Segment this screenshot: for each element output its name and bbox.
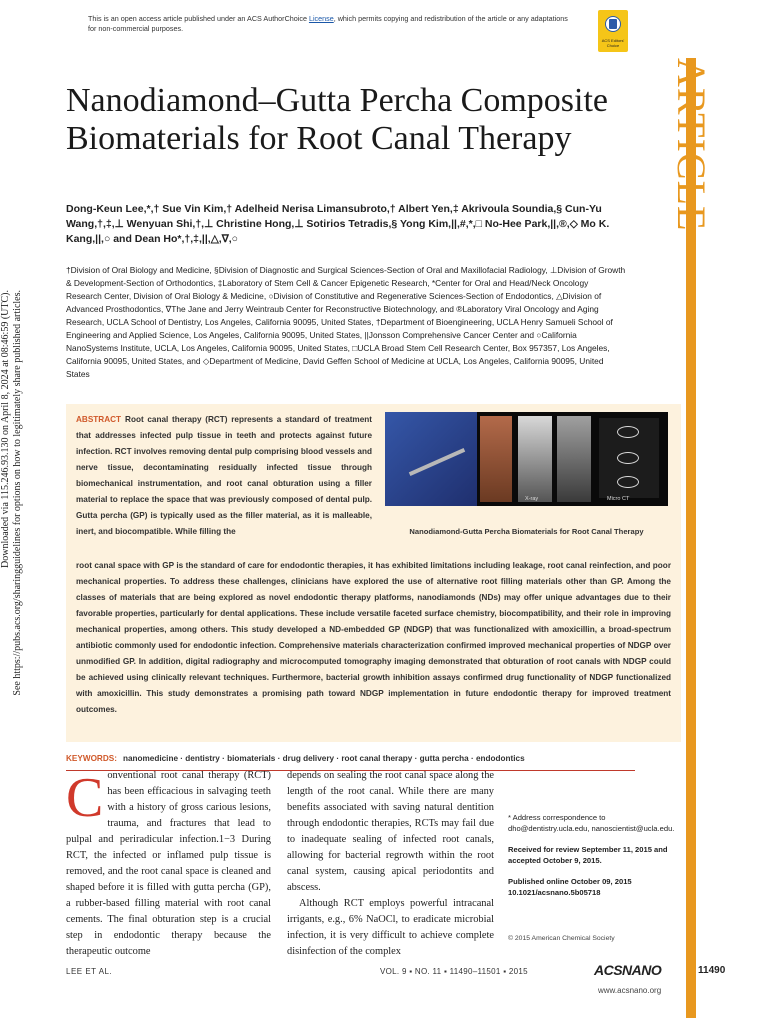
body-paragraph: Although RCT employs powerful intracanal irrigants, e.g., 6% NaOCl, to eradicate microbial infection, it is very difficult to achieve complete disinfection of the complex xyxy=(287,898,494,957)
open-access-notice xyxy=(88,14,568,34)
body-paragraph: depends on sealing the root canal space along the length of the root canal. While there are many benefits associated with saving natural dentition through endodontic therapies, RCTs may fail due to inadequate sealing of infected root canals, allowing for bacterial regrowth within the root canal system, causing apical periodontits and abscess. xyxy=(287,770,494,893)
download-line-2: See https://pubs.acs.org/sharingguidelines for options on how to legitimately share published articles. xyxy=(12,290,23,696)
download-line-1: Downloaded via 115.246.93.130 on April 8, 2024 at 08:46:59 (UTC). xyxy=(0,290,11,568)
drop-cap: C xyxy=(66,767,104,829)
figure-caption: Nanodiamond-Gutta Percha Biomaterials for Root Canal Therapy xyxy=(409,527,644,536)
body-paragraph: onventional root canal therapy (RCT) has been efficacious in salvaging teeth with a history of gross carious lesions, trauma, and fractures that lead to pulpal and periradicular infection.1−3 During RCT, the infected or inflamed pulp tissue is removed, and the root canal space is cleaned and shaped before it is filled with gutta percha (GP), a rubber-based filling material with root canal cements. The final obturation step is a crucial step in endodontic therapy because the therapeutic outcome xyxy=(66,770,271,957)
abstract-label: ABSTRACT xyxy=(76,415,122,424)
body-column-2 xyxy=(287,768,494,960)
footer-authors: LEE ET AL. xyxy=(66,967,113,976)
paper-title: Nanodiamond–Gutta Percha Composite Biomaterials for Root Canal Therapy xyxy=(66,82,609,157)
toc-figure xyxy=(385,412,668,506)
journal-url[interactable]: www.acsnano.org xyxy=(598,986,662,995)
figure-label-xray: X-ray xyxy=(525,496,539,502)
badge-text: ACS Editors' Choice xyxy=(601,38,625,48)
doi[interactable]: 10.1021/acsnano.5b05718 xyxy=(508,888,601,897)
notice-text-2: , which permits copying and redistribution of the article or any adaptations for non-commercial purposes. xyxy=(88,14,568,33)
received-note: Received for review September 11, 2015 and accepted October 9, 2015. xyxy=(508,845,668,865)
figure-xray-image-2 xyxy=(557,416,591,502)
notice-text: This is an open access article published under an ACS AuthorChoice xyxy=(88,14,309,23)
abstract-lead xyxy=(76,412,372,540)
figure-label-microct: Micro CT xyxy=(607,496,630,502)
keywords xyxy=(66,754,676,763)
abstract-lead-text: Root canal therapy (RCT) represents a standard of treatment that addresses infected pulp tissue in teeth and protects against future infection. RCT involves removing dental pulp comprising blood vessels and nerve tissue, decontaminating residually infected tissue through biomechanical instrumentation, and root canal obturation using a filler material to replace the space that was previously composed of dental pulp. Gutta percha (GP) is typically used as the filler material, as it is malleable, inert, and biocompatible. While filling the xyxy=(76,415,372,536)
download-watermark xyxy=(0,290,24,710)
page-number: 11490 xyxy=(698,965,726,976)
figure-tooth-photo xyxy=(480,416,512,502)
correspondence-note: * Address correspondence to dho@dentistry.ucla.edu, nanoscientist@ucla.edu. xyxy=(508,813,675,833)
keywords-text: nanomedicine · dentistry · biomaterials · drug delivery · root canal therapy · gutta percha · endodontics xyxy=(122,754,525,763)
abstract-rest-text: root canal space with GP is the standard of care for endodontic therapies, it has exhibited limitations including leakage, root canal reinfection, and poor mechanical properties. To address these challenges, clinicians have explored the use of alternative root filling materials other than GP. Among the classes of materials that are being explored as novel endodontic therapy platforms, nanodiamonds (NDs) may offer unique advantages due to their favorable properties, particularly for dental applications. These include versatile faceted surface chemistry, biocompatibility, and their role in improving mechanical properties, among others. This study developed a ND-embedded GP (NDGP) that was functionalized with amoxicillin, a broad-spectrum antibiotic commonly used for endodontic infection. Comprehensive materials characterization confirmed improved mechanical properties of NDGP over unmodified GP. In addition, digital radiography and microcomputed tomography imaging demonstrated that obturation of root canals with NDGP could be achieved using clinically relevant techniques. Furthermore, bacterial growth inhibition assays confirmed drug functionality of NDGP functionalized with amoxicillin. This study demonstrates a promising path toward NDGP implementation in future endodontic therapy for improved treatment outcomes. xyxy=(76,561,671,714)
author-list: Dong-Keun Lee,*,† Sue Vin Kim,† Adelheid Nerisa Limansubroto,† Albert Yen,‡ Akrivoula Soundia,§ Cun-Yu Wang,†,‡,⊥ Wenyuan Shi,†,⊥ Christine Hong,⊥ Sotirios Tetradis,§ Yong Kim,||,#,*,□ No-Hee Park,||,®,◇ Mo K. Kang,||,○ and Dean Ho*,†,‡,||,△,∇,○ xyxy=(66,203,610,245)
affiliations: †Division of Oral Biology and Medicine, §Division of Diagnostic and Surgical Sciences-Section of Oral and Maxillofacial Radiology, ⊥Division of Growth & Development-Section of Orthodontics, ‡Laboratory of Stem Cell & Cancer Epigenetic Research, *Center for Oral and Head/Neck Oncology Research Center, Division of Oral Biology & Medicine, ○Division of Constitutive and Regenerative Sciences-Section of Endodontics, △Division of Advanced Prosthodontics, ∇The Jane and Jerry Weintraub Center for Reconstructive Biotechnology, and ®Laboratory Viral Oncology and Aging Research, UCLA School of Dentistry, Los Angeles, California 90095, United States, †Department of Bioengineering, UCLA Henry Samueli School of Engineering and Applied Science, Los Angeles, California 90095, United States, ||Jonsson Comprehensive Cancer Center and ○California NanoSystems Institute, UCLA, Los Angeles, California 90095, United States, □UCLA Broad Stem Cell Research Center, Box 957357, Los Angeles, California 90095, United States, and ◇Department of Medicine, David Geffen School of Medicine at UCLA, Los Angeles, California 90095, United States xyxy=(66,265,626,379)
license-link[interactable]: License xyxy=(308,14,334,23)
editors-choice-icon xyxy=(605,16,621,32)
figure-xray-image xyxy=(518,416,552,502)
article-type-label: ARTICLE xyxy=(669,58,714,232)
published-note: Published online October 09, 2015 xyxy=(508,877,632,886)
copyright: © 2015 American Chemical Society xyxy=(508,935,615,942)
article-notes xyxy=(508,812,684,898)
footer-volume: VOL. 9 ▪ NO. 11 ▪ 11490–11501 ▪ 2015 xyxy=(380,967,528,976)
keywords-label: KEYWORDS: xyxy=(66,754,117,763)
figure-microct-panel xyxy=(599,418,659,498)
figure-hand-photo xyxy=(385,412,477,506)
body-column-1 xyxy=(66,768,271,960)
journal-logo: ACSNANO xyxy=(594,962,662,978)
editors-choice-badge[interactable] xyxy=(598,10,628,52)
